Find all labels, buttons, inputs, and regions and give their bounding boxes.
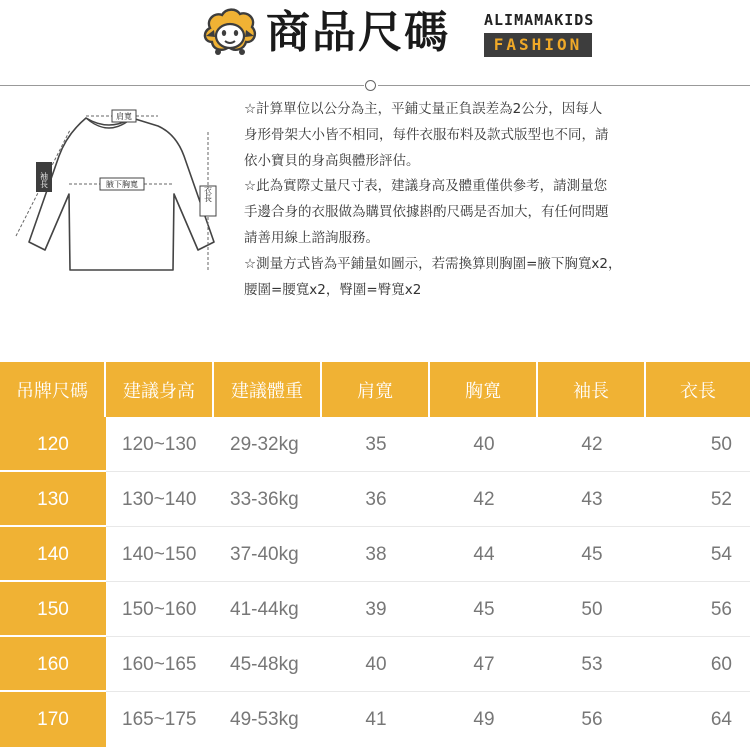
cell-chest: 47	[473, 653, 495, 675]
cell-sleeve: 56	[581, 708, 603, 730]
cell-height: 140~150	[122, 543, 197, 565]
cell-shoulder: 36	[365, 488, 387, 510]
cell-tag-size: 120	[0, 417, 106, 472]
page-title: 商品尺碼	[266, 7, 450, 58]
cell-height: 120~130	[122, 433, 197, 455]
header-sleeve: 袖長	[538, 362, 646, 417]
cell-length: 52	[710, 488, 732, 510]
cell-weight: 37-40kg	[230, 543, 299, 565]
table-row	[0, 637, 750, 692]
note-line: ☆此為實際丈量尺寸表，建議身高及體重僅供參考，請測量您	[244, 178, 608, 195]
cell-tag-size: 160	[0, 637, 106, 692]
note-line: 手邊合身的衣服做為購買依據斟酌尺碼是否加大，有任何問題	[244, 204, 609, 221]
cell-length: 54	[710, 543, 732, 565]
cell-height: 130~140	[122, 488, 197, 510]
cell-sleeve: 42	[581, 433, 603, 455]
cell-sleeve: 50	[581, 598, 603, 620]
chest-label: 腋下胸寬	[106, 180, 138, 189]
size-notes	[244, 97, 724, 303]
cell-shoulder: 41	[365, 708, 387, 730]
cell-height: 165~175	[122, 708, 197, 730]
divider-ring-icon	[365, 80, 376, 91]
header-tag-size: 吊牌尺碼	[0, 362, 106, 417]
table-header	[0, 362, 750, 417]
table-row	[0, 472, 750, 527]
table-row	[0, 582, 750, 637]
cell-length: 60	[710, 653, 732, 675]
cell-shoulder: 39	[365, 598, 387, 620]
cell-length: 64	[710, 708, 732, 730]
cell-tag-size: 130	[0, 472, 106, 527]
header-shoulder: 肩寬	[322, 362, 430, 417]
table-row	[0, 692, 750, 747]
measurement-diagram	[8, 104, 222, 280]
cell-chest: 40	[473, 433, 495, 455]
cell-weight: 29-32kg	[230, 433, 299, 455]
table-row	[0, 417, 750, 472]
header-chest: 胸寬	[430, 362, 538, 417]
cell-shoulder: 35	[365, 433, 387, 455]
cell-sleeve: 53	[581, 653, 603, 675]
shoulder-label: 肩寬	[116, 112, 132, 121]
cell-height: 150~160	[122, 598, 197, 620]
sleeve-label: 袖長	[39, 172, 49, 188]
cell-chest: 45	[473, 598, 495, 620]
cell-weight: 49-53kg	[230, 708, 299, 730]
cell-chest: 44	[473, 543, 495, 565]
note-line: ☆測量方式皆為平鋪量如圖示，若需換算則胸圍=腋下胸寬x2，	[244, 255, 622, 272]
cell-height: 160~165	[122, 653, 197, 675]
cell-shoulder: 38	[365, 543, 387, 565]
header-height: 建議身高	[106, 362, 214, 417]
cell-weight: 33-36kg	[230, 488, 299, 510]
note-line: 腰圍=腰寬x2，臀圍=臀寬x2	[244, 281, 422, 298]
cell-tag-size: 170	[0, 692, 106, 747]
length-label: 衣長	[203, 186, 213, 202]
cell-tag-size: 150	[0, 582, 106, 637]
note-line: 依小寶貝的身高與體形評估。	[244, 152, 420, 169]
note-line: 身形骨架大小皆不相同，每件衣服布料及款式版型也不同，請	[244, 126, 609, 143]
note-line: ☆計算單位以公分為主，平鋪丈量正負誤差為2公分，因每人	[244, 101, 603, 117]
cell-sleeve: 43	[581, 488, 603, 510]
cell-chest: 42	[473, 488, 495, 510]
sheep-logo-icon	[198, 6, 260, 58]
cell-weight: 41-44kg	[230, 598, 299, 620]
header-length: 衣長	[680, 380, 716, 402]
table-row	[0, 527, 750, 582]
cell-length: 50	[710, 433, 732, 455]
cell-shoulder: 40	[365, 653, 387, 675]
note-line: 請善用線上諮詢服務。	[244, 229, 379, 246]
brand-name: ALIMAMAKIDS	[484, 11, 595, 29]
cell-tag-size: 140	[0, 527, 106, 582]
header-weight: 建議體重	[214, 362, 322, 417]
cell-length: 56	[710, 598, 732, 620]
section-divider	[0, 80, 750, 92]
brand-tagline: FASHION	[484, 33, 592, 57]
cell-chest: 49	[473, 708, 495, 730]
cell-weight: 45-48kg	[230, 653, 299, 675]
cell-sleeve: 45	[581, 543, 603, 565]
header	[0, 0, 750, 72]
